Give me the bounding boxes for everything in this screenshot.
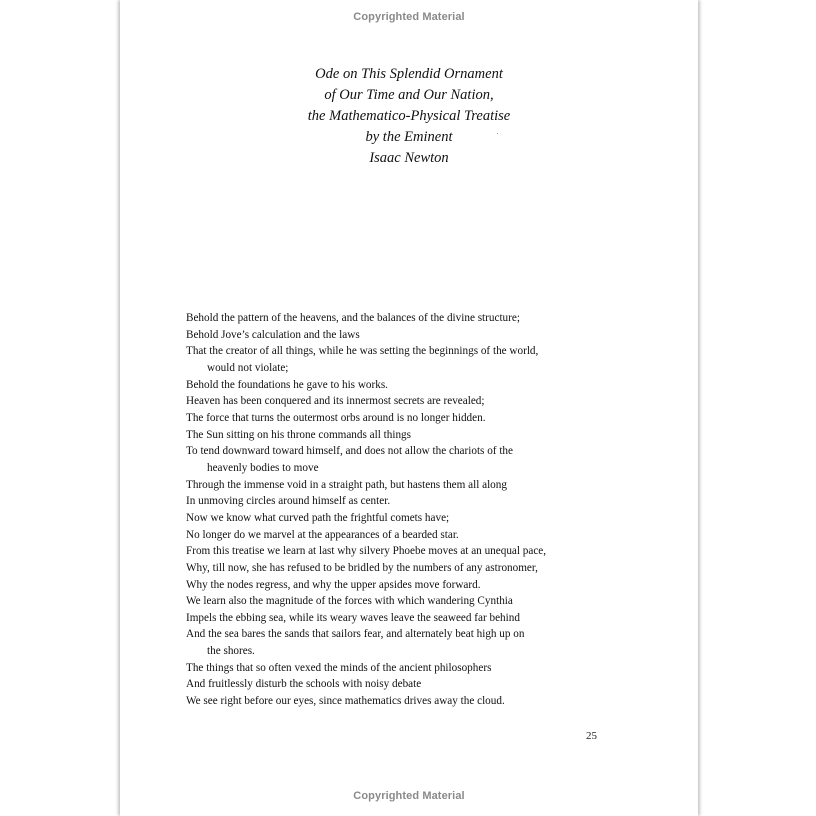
poem-line: To tend downward toward himself, and does not allow the chariots of the [186,445,513,458]
poem-line: And fruitlessly disturb the schools with noisy debate [186,678,422,691]
title-line: by the Eminent [365,129,453,145]
scan-speck [497,133,498,134]
poem-body [186,310,646,710]
ode-title [120,64,698,169]
poem-line: Heaven has been conquered and its innermost secrets are revealed; [186,395,485,408]
title-line: Ode on This Splendid Ornament [315,66,503,82]
poem-line-continuation: heavenly bodies to move [207,461,319,474]
poem-line: The Sun sitting on his throne commands all things [186,428,411,441]
poem-line: Through the immense void in a straight path, but hastens them all along [186,478,507,491]
poem-line: Impels the ebbing sea, while its weary waves leave the seaweed far behind [186,611,520,624]
poem-line-continuation: the shores. [207,645,255,658]
watermark-bottom: Copyrighted Material [353,790,465,802]
poem-line-continuation: would not violate; [207,361,289,374]
poem-line: And the sea bares the sands that sailors fear, and alternately beat high up on [186,628,525,641]
poem-line: From this treatise we learn at last why silvery Phoebe moves at an unequal pace, [186,545,547,558]
poem-line: Behold Jove’s calculation and the laws [186,328,360,341]
poem-line: The force that turns the outermost orbs around is no longer hidden. [186,411,486,424]
poem-line: We learn also the magnitude of the forces with which wandering Cynthia [186,595,513,608]
poem-line: We see right before our eyes, since mathematics drives away the cloud. [186,695,505,708]
poem-line: That the creator of all things, while he was setting the beginnings of the world, [186,345,539,358]
poem-line: In unmoving circles around himself as center. [186,495,391,508]
poem-line: No longer do we marvel at the appearances of a bearded star. [186,528,459,541]
page-number: 25 [586,730,597,742]
watermark-top: Copyrighted Material [353,11,465,23]
title-line: Isaac Newton [369,150,449,166]
poem-line: The things that so often vexed the minds of the ancient philosophers [186,661,492,674]
poem-line: Now we know what curved path the frightful comets have; [186,511,450,524]
title-line: the Mathematico-Physical Treatise [307,108,511,124]
book-page [120,0,698,816]
title-line: of Our Time and Our Nation, [324,87,494,103]
poem-line: Why the nodes regress, and why the upper apsides move forward. [186,578,481,591]
poem-line: Behold the foundations he gave to his works. [186,378,388,391]
poem-line: Why, till now, she has refused to be bridled by the numbers of any astronomer, [186,561,538,574]
poem-line: Behold the pattern of the heavens, and the balances of the divine structure; [186,312,520,324]
